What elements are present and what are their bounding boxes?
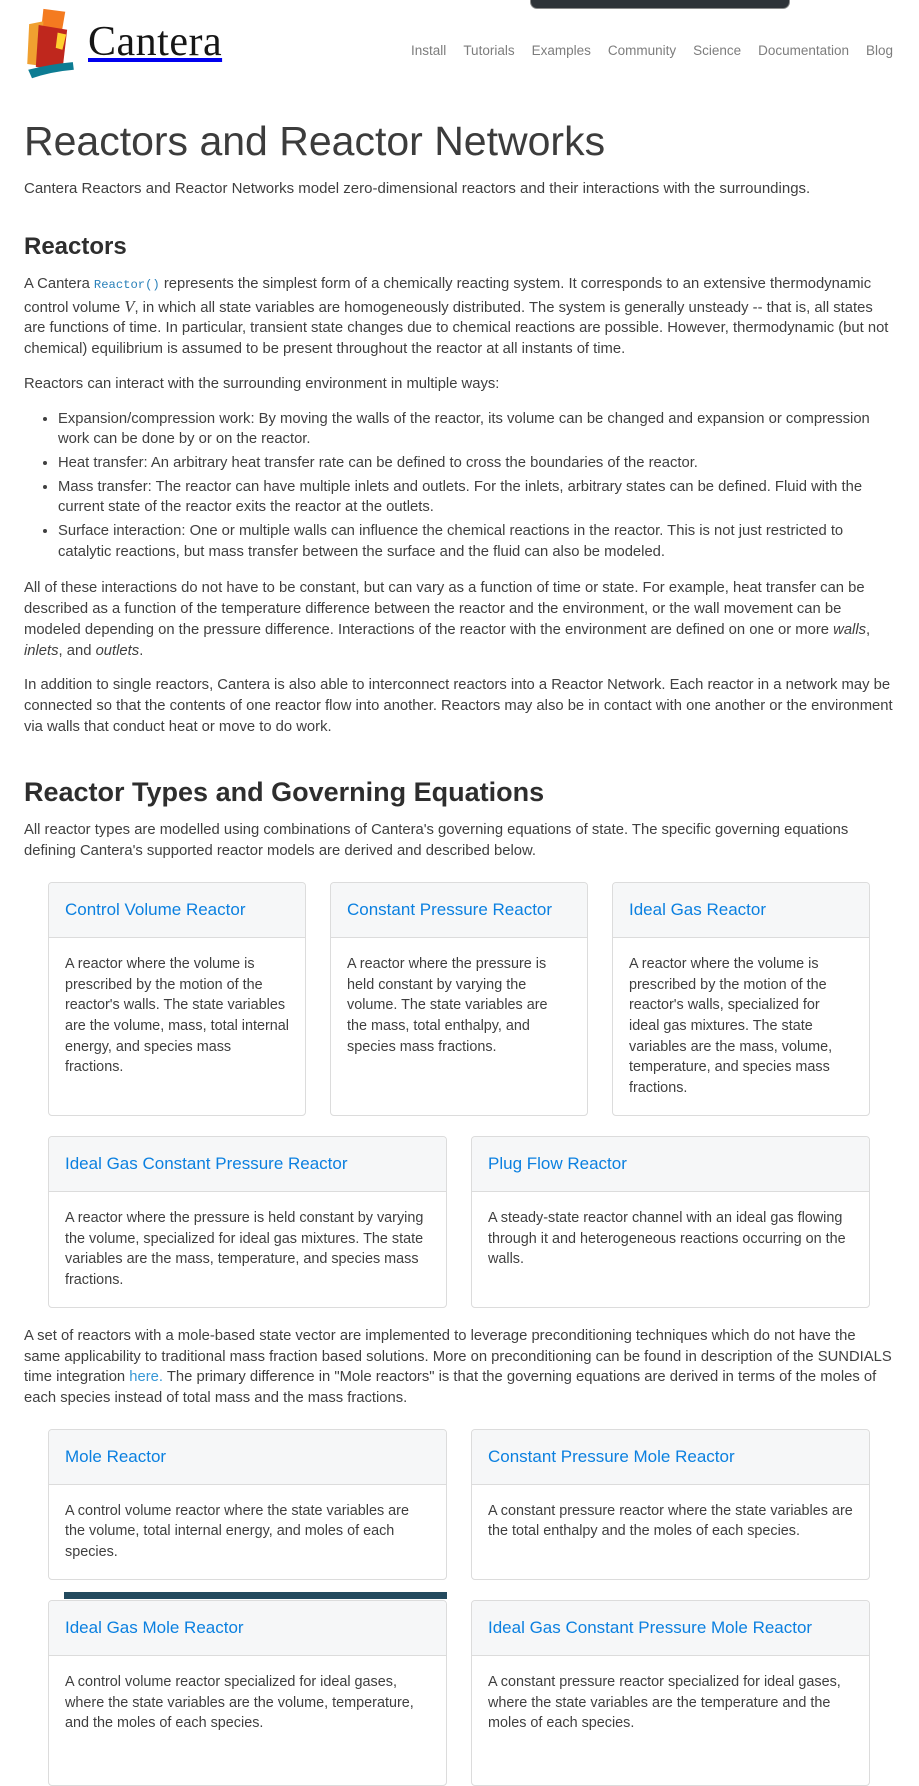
card-header [472,1137,869,1192]
card-link-plug-flow-reactor[interactable]: Plug Flow Reactor [488,1153,627,1173]
section-heading-reactors: Reactors [24,233,127,260]
p3-sep2: , and [58,642,96,659]
reactor-cards-row-3 [48,1429,870,1580]
card-description: A reactor where the volume is prescribed by the motion of the reactor's walls, specialized for ideal gas mixtures. The state variables are the mass, volume, temperature, and species mass fractions. [629,955,833,1097]
card-ideal-gas-constant-pressure-reactor [48,1136,447,1308]
card-description: A reactor where the volume is prescribed by the motion of the reactor's walls. The state variables are the volume, mass, total internal energy, and species mass fractions. [65,955,289,1076]
list-item-heat-transfer: • Heat transfer: An arbitrary heat transfer rate can be defined to cross the boundaries of the reactor. [58,453,894,474]
reactors-intro-paragraph [24,274,894,360]
card-link-constant-pressure-mole-reactor[interactable]: Constant Pressure Mole Reactor [488,1446,735,1466]
list-item-surface-interaction: • Surface interaction: One or multiple walls can influence the chemical reactions in the reactor. This is not just restricted to catalytic reactions, but mass transfer between the surface and the fluid can also be modeled. [58,521,894,562]
card-constant-pressure-mole-reactor [471,1429,870,1580]
card-description: A steady-state reactor channel with an ideal gas flowing through it and heterogeneous reactions occurring on the walls. [488,1209,846,1268]
card-header [49,1137,446,1192]
reactor-network-paragraph: In addition to single reactors, Cantera is also able to interconnect reactors into a Reactor Network. Each reactor in a network may be connected so that the contents of one reactor flow into another. Reactors may also be in contact with one another or the environment via walls that conduct heat or move to do work. [24,677,893,735]
cantera-logo[interactable] [22,7,222,83]
list-item-expansion-work: • Expansion/compression work: By moving the walls of the reactor, its volume can be changed and expansion or compression work can be done by or on the reactor. [58,409,894,450]
main-nav [411,33,893,58]
p1-pre: A Cantera [24,276,94,292]
card-body [472,1485,869,1558]
card-description: A reactor where the pressure is held constant by varying the volume. The state variables are the mass, total enthalpy, and species mass fractions. [347,955,548,1055]
card-body [472,1656,869,1750]
p3-sep1: , [866,621,871,638]
p3-end: . [139,642,144,659]
card-body [49,1192,446,1307]
card-plug-flow-reactor [471,1136,870,1308]
brand-wordmark: Cantera [88,19,223,65]
types-intro-paragraph: All reactor types are modelled using combinations of Cantera's governing equations of state. The specific governing equations defining Cantera's supported reactor models are derived and described below. [24,822,849,860]
card-header [472,1601,869,1656]
term-outlets: outlets [95,642,140,659]
term-inlets: inlets [24,642,59,659]
card-ideal-gas-mole-reactor [48,1600,447,1786]
card-header [331,883,587,938]
nav-link-science[interactable]: Science [693,42,742,58]
card-link-ideal-gas-constant-pressure-reactor[interactable]: Ideal Gas Constant Pressure Reactor [65,1153,348,1173]
card-constant-pressure-reactor [330,882,588,1116]
card-body [613,938,869,1115]
card-link-mole-reactor[interactable]: Mole Reactor [65,1446,167,1466]
p3-pre: All of these interactions do not have to be constant, but can vary as a function of time or state. For example, heat transfer can be described as a function of the temperature difference between the reactor and the environment, or the wall movement can be modeled depending on the pressure difference. Interactions of the reactor with the environment are defined on one or more [24,580,865,638]
card-ideal-gas-constant-pressure-mole-reactor [471,1600,870,1786]
card-control-volume-reactor [48,882,306,1116]
card-body [49,1485,446,1579]
card-link-ideal-gas-reactor[interactable]: Ideal Gas Reactor [629,899,767,919]
clipped-dialog-edge [530,0,790,9]
interactions-vary-paragraph [24,578,894,661]
preconditioning-here-link[interactable]: here. [129,1369,164,1386]
cantera-logo-mark [22,7,80,83]
card-body [331,938,587,1074]
card-link-constant-pressure-reactor[interactable]: Constant Pressure Reactor [347,899,553,919]
card-link-control-volume-reactor[interactable]: Control Volume Reactor [65,899,246,919]
reactor-cards-row-2 [48,1136,870,1308]
card-body [472,1192,869,1286]
card-description: A reactor where the pressure is held constant by varying the volume, specialized for ideal gas mixtures. The state variables are the mass, temperature, and species mass fractions. [65,1209,424,1289]
nav-link-documentation[interactable]: Documentation [758,42,849,58]
card-body [49,1656,446,1750]
card-description: A control volume reactor specialized for ideal gases, where the state variables are the volume, temperature, and the moles of each species. [65,1673,414,1732]
mole-reactors-paragraph [24,1326,894,1409]
interaction-ways-list [24,409,894,563]
card-ideal-gas-reactor [612,882,870,1116]
card-description: A constant pressure reactor specialized for ideal gases, where the state variables are the temperature and the moles of each species. [488,1673,841,1732]
card-header [49,1430,446,1485]
list-item-mass-transfer: • Mass transfer: The reactor can have multiple inlets and outlets. For the inlets, arbitrary states can be defined. Fluid with the current state of the reactor exits the reactor at the outlets. [58,477,894,518]
nav-link-examples[interactable]: Examples [531,42,591,58]
mole-p-post: The primary difference in "Mole reactors" is that the governing equations are derived in terms of the moles of each species instead of total mass and the mass fractions. [24,1369,877,1406]
mole-p-pre: A set of reactors with a mole-based state vector are implemented to leverage preconditioning techniques which do not have the same applicability to traditional mass fraction based solutions. More on preconditioning can be found in description of the SUNDIALS time integration [24,1327,892,1386]
p1-mid: represents the simplest form of a chemically reacting system. It corresponds to an extensive thermodynamic control volume [24,276,872,316]
reactor-code-link[interactable]: Reactor() [93,278,160,292]
math-volume-symbol: V [124,296,135,316]
nav-link-blog[interactable]: Blog [865,42,893,58]
card-description: A constant pressure reactor where the state variables are the total enthalpy and the moles of each species. [488,1502,853,1540]
nav-link-install[interactable]: Install [411,42,447,58]
page-subtitle: Cantera Reactors and Reactor Networks model zero-dimensional reactors and their interactions with the surroundings. [24,180,811,197]
reactor-cards-row-4 [48,1600,870,1786]
card-link-ideal-gas-mole-reactor[interactable]: Ideal Gas Mole Reactor [65,1617,244,1637]
term-walls: walls [833,621,867,638]
site-header [0,0,919,88]
card-description: A control volume reactor where the state variables are the volume, total internal energy, and moles of each species. [65,1502,409,1561]
card-mole-reactor [48,1429,447,1580]
card-header [49,883,305,938]
page-title: Reactors and Reactor Networks [24,118,606,164]
nav-link-community[interactable]: Community [607,42,677,58]
reactor-cards-row-1 [48,882,870,1116]
card-header [472,1430,869,1485]
card-header [613,883,869,938]
clipped-codeblock-edge [64,1592,447,1599]
card-link-ideal-gas-constant-pressure-mole-reactor[interactable]: Ideal Gas Constant Pressure Mole Reactor [488,1617,813,1637]
card-body [49,938,305,1094]
nav-link-tutorials[interactable]: Tutorials [463,42,515,58]
p1-post: , in which all state variables are homogeneously distributed. The system is generally unsteady -- that is, all states are functions of time. In particular, transient state changes due to chemical reactions are possible. However, thermodynamic (but not chemical) equilibrium is assumed to be present throughout the reactor at all instants of time. [24,299,889,358]
interaction-ways-paragraph: Reactors can interact with the surrounding environment in multiple ways: [24,375,500,392]
card-header [49,1601,446,1656]
page-content [0,118,919,1786]
section-heading-reactor-types: Reactor Types and Governing Equations [24,777,545,808]
